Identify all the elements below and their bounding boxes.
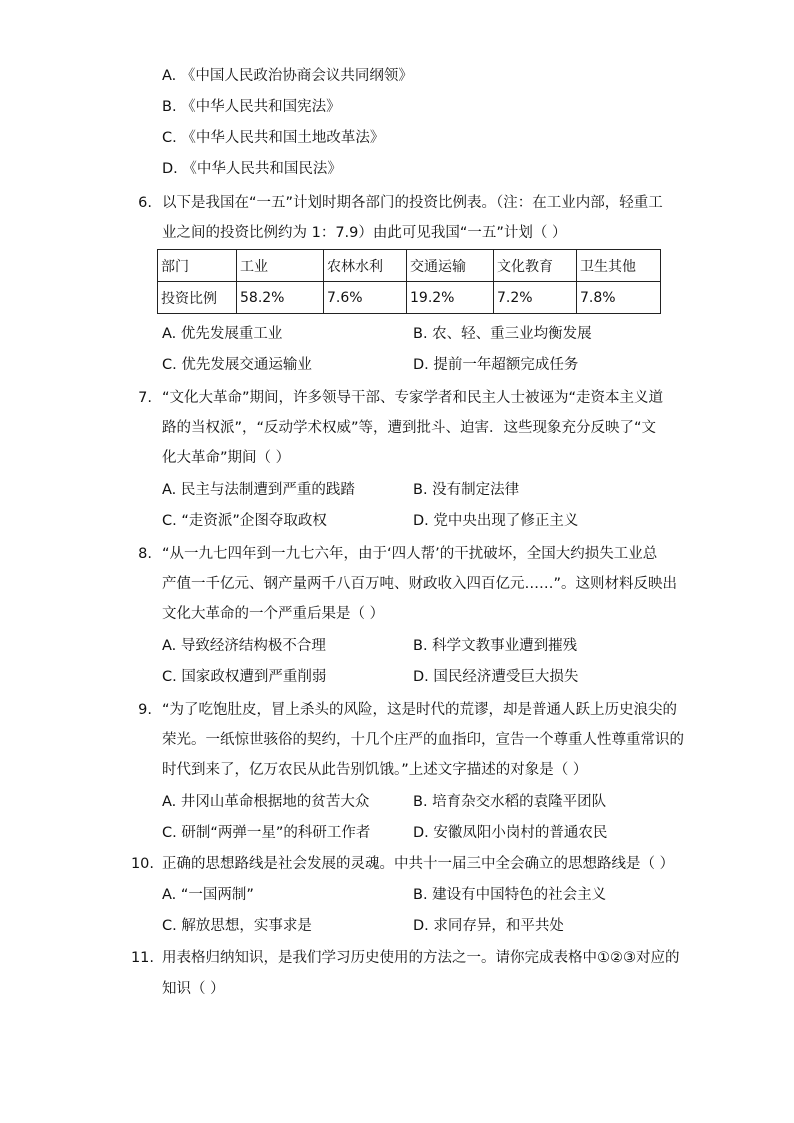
q8-option-a: A. 导致经济结构极不合理 [162,638,326,654]
q6-text-line-2: 业之间的投资比例约为 1：7.9）由此可见我国“一五”计划（ ） [162,225,567,241]
q7-option-d: D. 党中央出现了修正主义 [413,513,579,529]
table-header-row [158,250,661,282]
q11-text-line-1: 用表格归纳知识，是我们学习历史使用的方法之一。请你完成表格中①②③对应的 [162,950,680,966]
table-cell: 7.8% [577,282,661,314]
table-cell: 投资比例 [158,282,237,314]
q9-option-a: A. 井冈山革命根据地的贫苦大众 [162,794,370,810]
q11-text-line-2: 知识（ ） [162,981,225,997]
q10-option-a: A. “一国两制” [162,887,254,903]
q5-option-a: A. 《中国人民政治协商会议共同纲领》 [162,68,413,84]
q5-option-d: D. 《中华人民共和国民法》 [162,161,342,177]
q5-option-b: B. 《中华人民共和国宪法》 [162,99,341,115]
q6-text-line-1: 以下是我国在“一五”计划时期各部门的投资比例表。（注：在工业内部，轻重工 [162,195,663,211]
q5-option-c: C. 《中华人民共和国土地改革法》 [162,130,385,146]
q7-option-a: A. 民主与法制遭到严重的践踏 [162,482,355,498]
table-cell: 交通运输 [407,250,494,282]
q6-option-c: C. 优先发展交通运输业 [162,357,312,373]
table-row [158,282,661,314]
q8-text-line-2: 产值一千亿元、钢产量两千八百万吨、财政收入四百亿元……”。这则材料反映出 [162,576,678,592]
table-cell: 农林水利 [324,250,407,282]
q6-option-d: D. 提前一年超额完成任务 [413,357,579,373]
question-number: 6. [138,195,152,211]
table-cell: 19.2% [407,282,494,314]
q8-option-b: B. 科学文教事业遭到摧残 [413,638,578,654]
q7-text-line-1: “文化大革命”期间，许多领导干部、专家学者和民主人士被诬为“走资本主义道 [162,390,664,406]
q7-text-line-2: 路的当权派”，“反动学术权威”等，遭到批斗、迫害．这些现象充分反映了“文 [162,420,657,436]
q7-text-line-3: 化大革命”期间（ ） [162,450,291,466]
q8-option-d: D. 国民经济遭受巨大损失 [413,669,579,685]
table-cell: 卫生其他 [577,250,661,282]
table-cell: 工业 [237,250,324,282]
q6-option-a: A. 优先发展重工业 [162,326,283,342]
q7-option-b: B. 没有制定法律 [413,482,520,498]
q9-option-b: B. 培育杂交水稻的袁隆平团队 [413,794,607,810]
investment-table [157,249,661,314]
q8-option-c: C. 国家政权遭到严重削弱 [162,669,327,685]
q9-option-c: C. 研制“两弹一星”的科研工作者 [162,825,371,841]
question-number: 8. [138,546,152,562]
q9-option-d: D. 安徽凤阳小岗村的普通农民 [413,825,608,841]
question-number: 11. [130,950,154,966]
q10-option-d: D. 求同存异，和平共处 [413,918,564,934]
q10-option-c: C. 解放思想，实事求是 [162,918,312,934]
q8-text-line-3: 文化大革命的一个严重后果是（ ） [162,606,385,622]
q10-text-line-1: 正确的思想路线是社会发展的灵魂。中共十一届三中全会确立的思想路线是（ ） [162,856,675,872]
q6-option-b: B. 农、轻、重三业均衡发展 [413,326,592,342]
q9-text-line-2: 荣光。一纸惊世骇俗的契约，十几个庄严的血指印，宣告一个尊重人性尊重常识的 [162,732,684,748]
question-number: 7. [138,390,152,406]
table-cell: 文化教育 [494,250,577,282]
q9-text-line-3: 时代到来了，亿万农民从此告别饥饿。”上述文字描述的对象是（ ） [162,762,588,778]
table-cell: 7.2% [494,282,577,314]
question-number: 10. [130,856,154,872]
table-cell: 部门 [158,250,237,282]
table-cell: 58.2% [237,282,324,314]
q9-text-line-1: “为了吃饱肚皮，冒上杀头的风险，这是时代的荒谬，却是普通人跃上历史浪尖的 [162,702,678,718]
q10-option-b: B. 建设有中国特色的社会主义 [413,887,607,903]
table-cell: 7.6% [324,282,407,314]
q8-text-line-1: “从一九七四年到一九七六年，由于‘四人帮’的干扰破坏，全国大约损失工业总 [162,546,658,562]
q7-option-c: C. “走资派”企图夺取政权 [162,513,327,529]
question-number: 9. [138,702,152,718]
